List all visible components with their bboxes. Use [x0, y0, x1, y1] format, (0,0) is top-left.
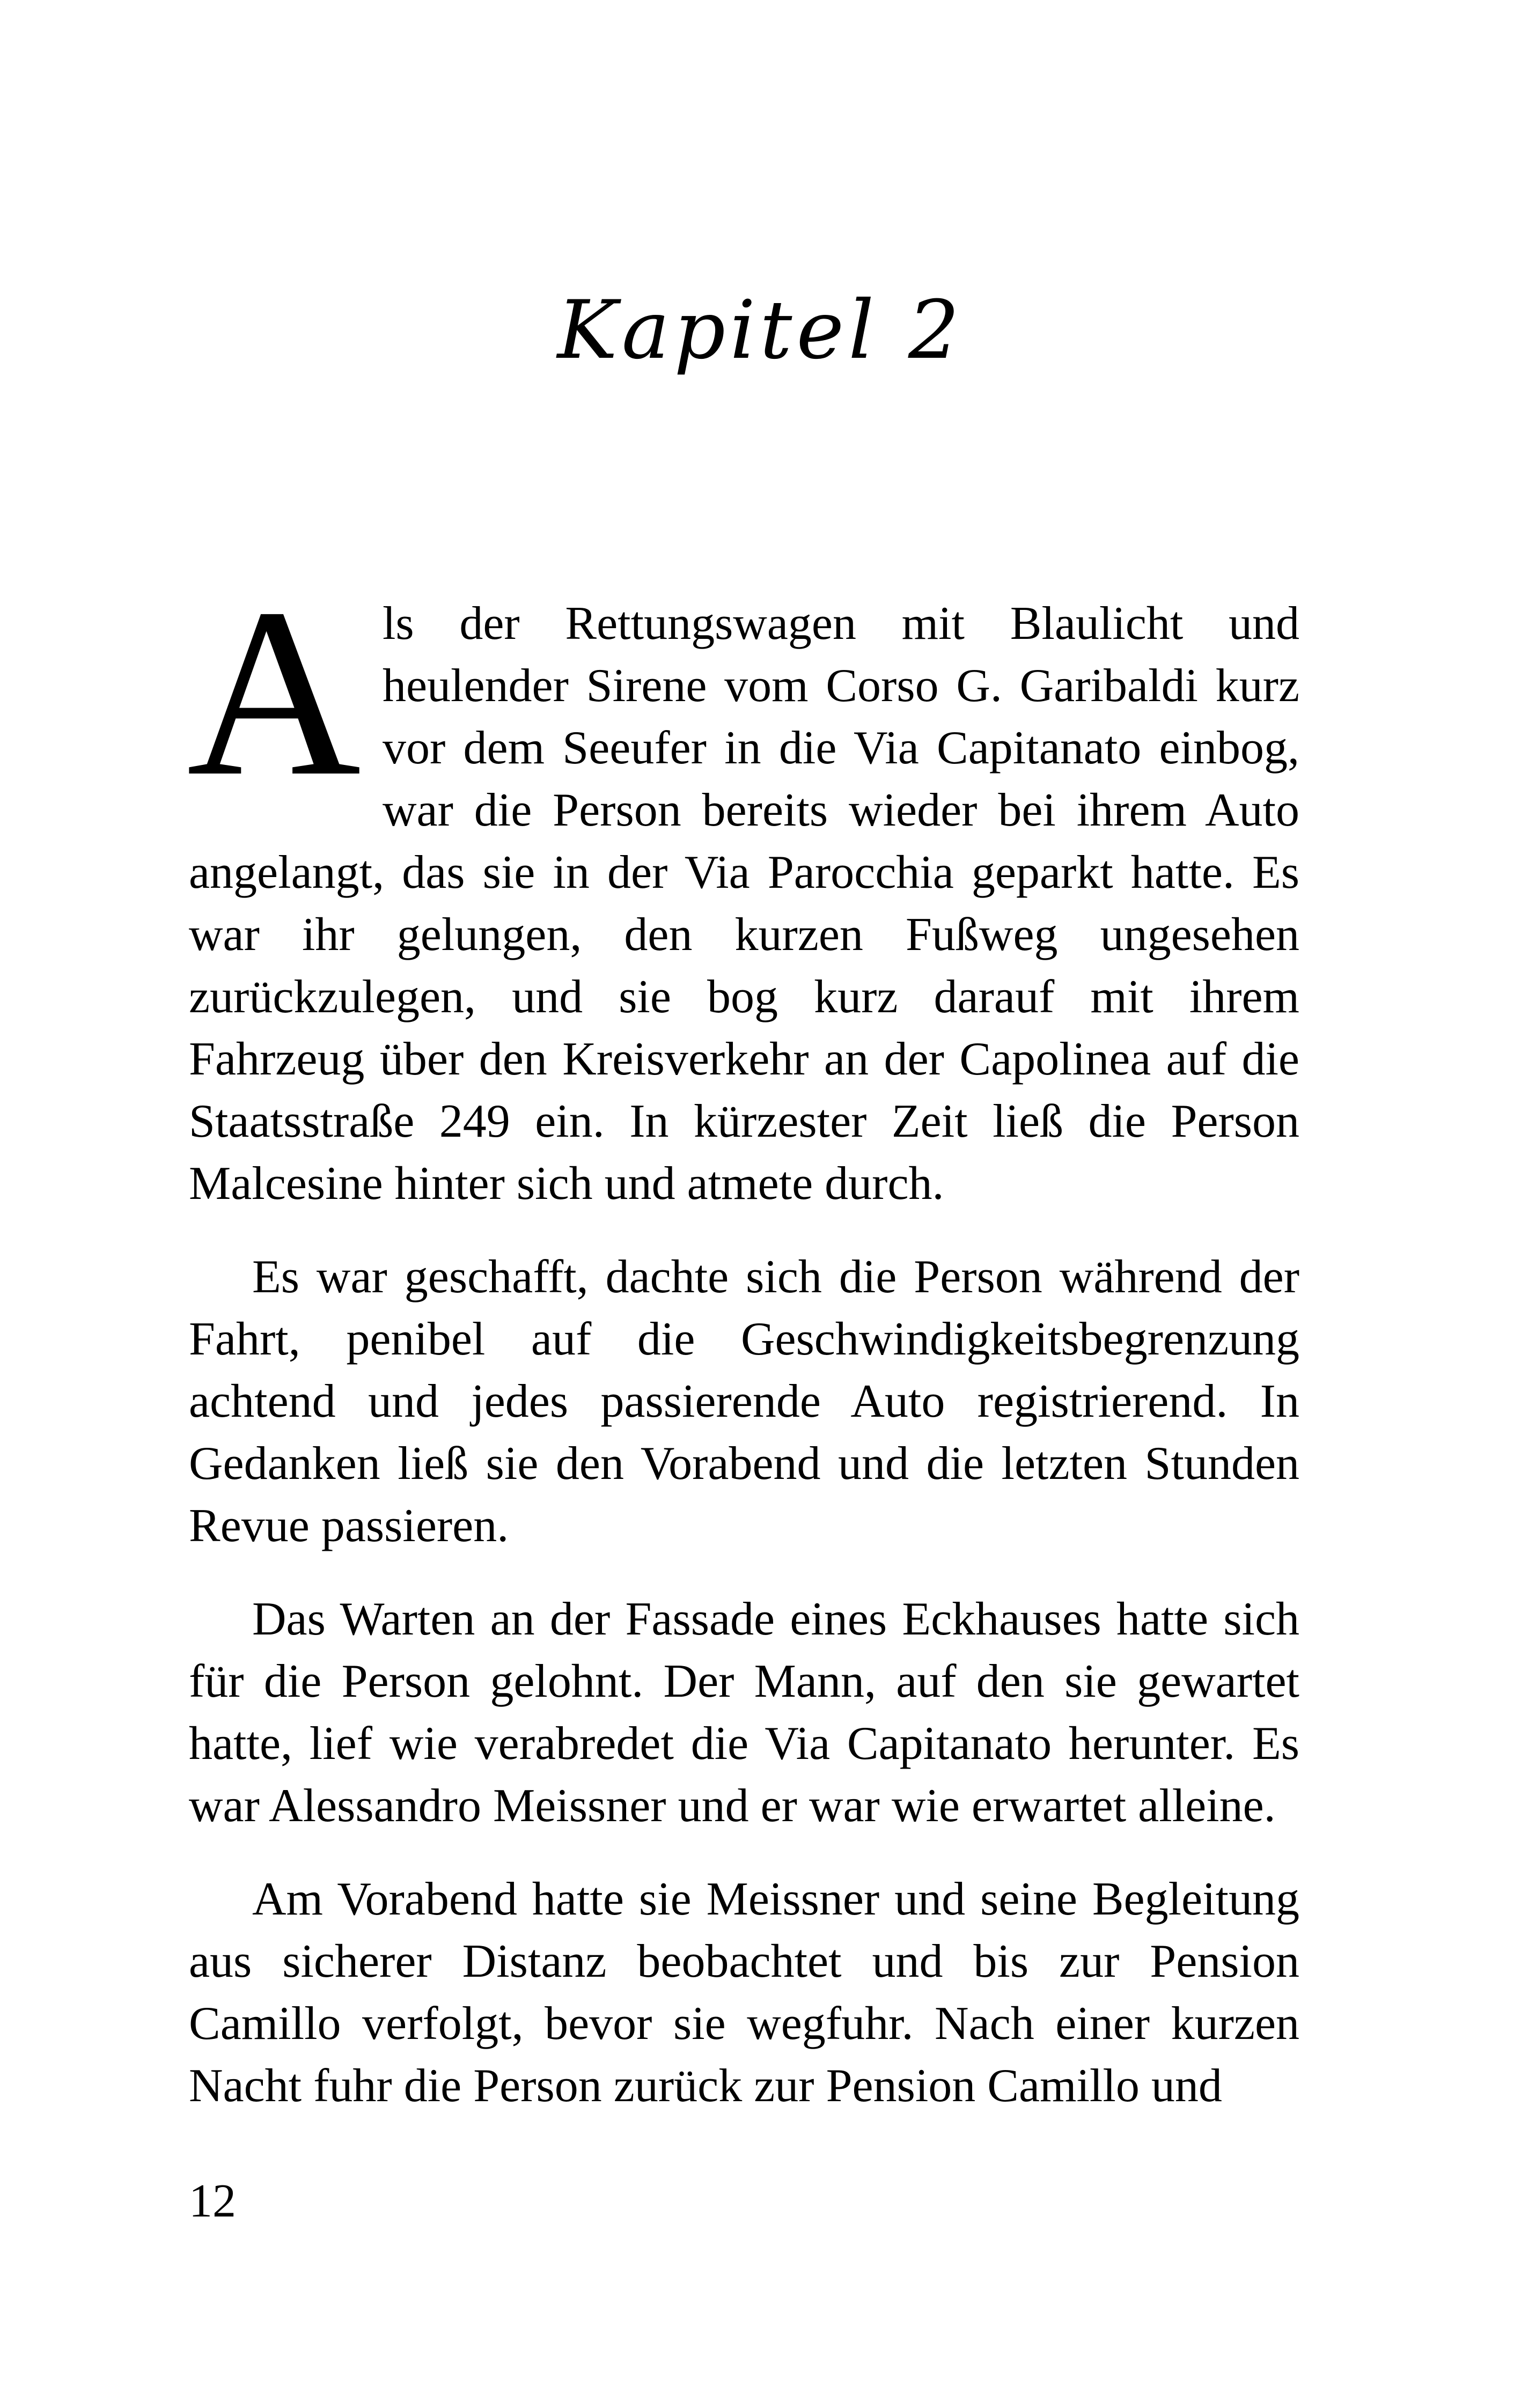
paragraph-3: Das Warten an der Fassade eines Eckhauses hatte sich für die Person gelohnt. Der Mann, auf den sie gewartet hatte, lief wie verabredet die Via Capitanato herunter. Es war Alessandro Meissner und er war wie erwartet alleine. — [189, 1593, 1299, 1832]
page-number: 12 — [189, 2175, 236, 2227]
paragraph-1-text: ls der Rettungswagen mit Blaulicht und heulender Sirene vom Corso G. Garibaldi kurz vor dem Seeufer in die Via Capitanato einbog, war die Person bereits wieder bei ihrem Auto angelangt, das sie in der Via Parocchia geparkt hatte. Es war ihr gelungen, den kurzen Fußweg ungesehen zurückzulegen, und sie bog kurz darauf mit ihrem Fahrzeug über den Kreisverkehr an der Capolinea auf die Staatsstraße 249 ein. In kürzester Zeit ließ die Person Malcesine hinter sich und atmete durch. — [189, 598, 1299, 1210]
paragraph-2: Es war geschafft, dachte sich die Person während der Fahrt, penibel auf die Geschwindigkeitsbegrenzung achtend und jedes passierende Auto registrierend. In Gedanken ließ sie den Vorabend und die letzten Stunden Revue passieren. — [189, 1251, 1299, 1552]
chapter-title: Kapitel 2 — [557, 283, 964, 377]
drop-cap-initial: A — [187, 559, 361, 826]
chapter-body — [187, 559, 1299, 2117]
paragraph-1 — [187, 559, 1299, 1215]
paragraph-4: Am Vorabend hatte sie Meissner und seine Begleitung aus sicherer Distanz beobachtet und bis zur Pension Camillo verfolgt, bevor sie wegfuhr. Nach einer kurzen Nacht fuhr die Person zurück zur Pension Camillo und — [189, 1873, 1299, 2112]
